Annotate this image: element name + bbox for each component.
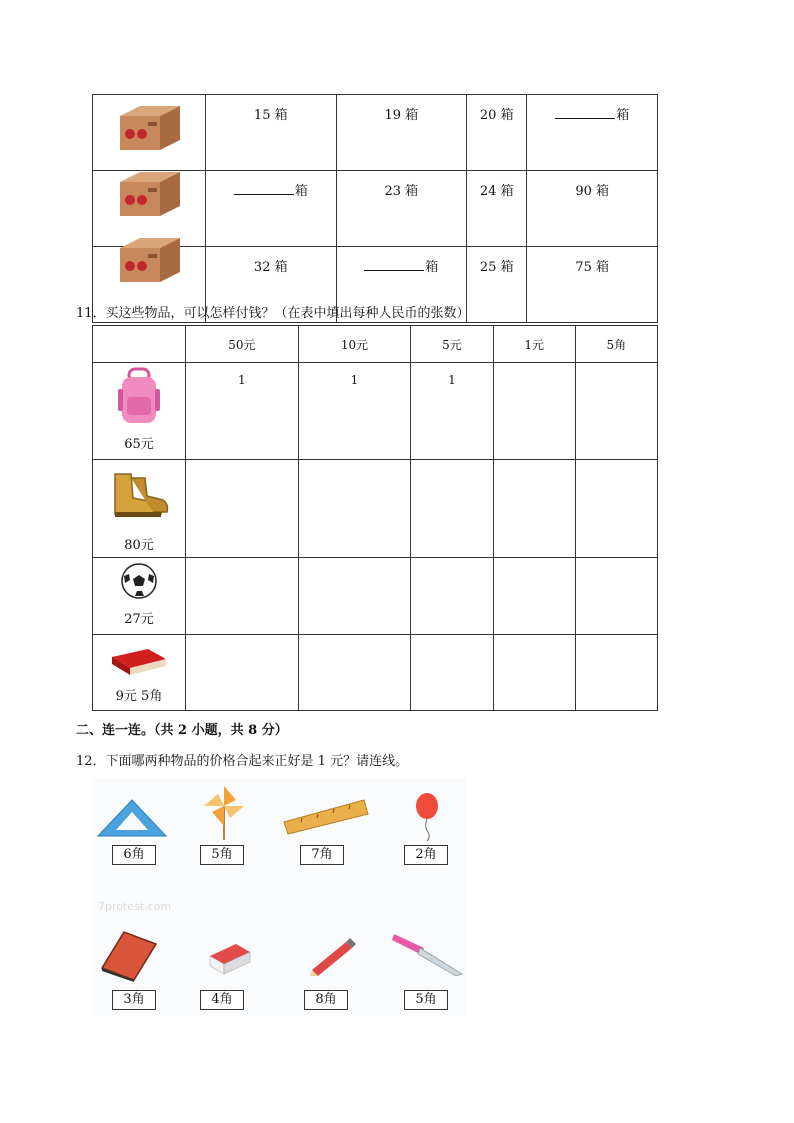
table-row — [93, 460, 658, 558]
table-cell — [527, 171, 658, 247]
table-row — [93, 558, 658, 635]
table-cell — [467, 95, 527, 171]
apple-box-icon — [116, 234, 184, 284]
cell-text: 19 箱 — [384, 108, 419, 123]
eraser-icon[interactable] — [206, 938, 254, 978]
pinwheel-icon[interactable] — [202, 784, 246, 842]
answer-cell[interactable] — [298, 558, 411, 635]
balloon-icon[interactable] — [412, 792, 442, 842]
item-cell — [93, 363, 186, 460]
answer-cell[interactable] — [493, 363, 575, 460]
cell-text: 15 箱 — [253, 108, 288, 123]
cell-text: 20 箱 — [479, 108, 514, 123]
table-cell[interactable] — [206, 171, 337, 247]
knife-icon[interactable] — [390, 928, 464, 978]
answer-cell[interactable]: 1 — [298, 363, 411, 460]
header-row — [93, 326, 658, 363]
apple-box-icon — [116, 102, 184, 152]
cell-text: 32 箱 — [253, 260, 288, 275]
answer-cell[interactable] — [575, 363, 657, 460]
price-label[interactable]: 5角 — [200, 845, 244, 865]
answer-cell[interactable] — [411, 460, 493, 558]
header-cell: 50元 — [186, 326, 299, 363]
answer-cell[interactable] — [186, 460, 299, 558]
item-price: 80元 — [124, 538, 154, 553]
soccer-ball-icon — [120, 562, 158, 600]
cell-text: 25 箱 — [479, 260, 514, 275]
answer-cell[interactable] — [411, 635, 493, 711]
price-label[interactable]: 5角 — [404, 990, 448, 1010]
answer-cell[interactable] — [298, 635, 411, 711]
answer-cell[interactable] — [493, 635, 575, 711]
answer-cell[interactable]: 1 — [186, 363, 299, 460]
table-cell — [206, 95, 337, 171]
price-label[interactable]: 2角 — [404, 845, 448, 865]
price-label[interactable]: 8角 — [304, 990, 348, 1010]
table-cell — [467, 171, 527, 247]
item-price: 65元 — [124, 437, 154, 452]
table-row — [93, 635, 658, 711]
table-cell[interactable] — [527, 95, 658, 171]
table-cell — [336, 95, 467, 171]
price-label[interactable]: 6角 — [112, 845, 156, 865]
table-cell — [336, 171, 467, 247]
table-row — [93, 363, 658, 460]
question-11: 11．买这些物品，可以怎样付钱？（在表中填出每种人民币的张数） — [76, 306, 470, 321]
answer-cell[interactable] — [575, 558, 657, 635]
item-cell — [93, 558, 186, 635]
question-12: 12．下面哪两种物品的价格合起来正好是 1 元？请连线。 — [76, 754, 409, 769]
answer-cell[interactable] — [575, 460, 657, 558]
item-cell — [93, 460, 186, 558]
price-label[interactable]: 3角 — [112, 990, 156, 1010]
answer-blank[interactable] — [364, 258, 424, 271]
boots-icon — [109, 468, 169, 520]
table-cell — [467, 247, 527, 323]
cell-text: 箱 — [425, 260, 439, 275]
answer-cell[interactable] — [186, 635, 299, 711]
watermark: 7protest.com — [98, 900, 172, 913]
cell-text: 90 箱 — [575, 184, 610, 199]
answer-blank[interactable] — [555, 106, 615, 119]
pencil-icon[interactable] — [306, 936, 356, 976]
answer-blank[interactable] — [234, 182, 294, 195]
section-2-title: 二、连一连。（共 2 小题，共 8 分） — [76, 723, 288, 738]
triangle-ruler-icon[interactable] — [96, 796, 168, 840]
answer-cell[interactable] — [493, 460, 575, 558]
answer-cell[interactable] — [186, 558, 299, 635]
cell-text: 75 箱 — [575, 260, 610, 275]
answer-cell[interactable] — [298, 460, 411, 558]
price-label[interactable]: 4角 — [200, 990, 244, 1010]
header-cell: 5角 — [575, 326, 657, 363]
item-cell — [93, 635, 186, 711]
answer-cell[interactable]: 1 — [411, 363, 493, 460]
answer-cell[interactable] — [575, 635, 657, 711]
payment-table — [92, 325, 658, 711]
backpack-icon — [114, 367, 164, 427]
book-icon — [108, 643, 170, 677]
header-corner — [93, 326, 186, 363]
notebook-icon[interactable] — [98, 928, 158, 982]
price-label[interactable]: 7角 — [300, 845, 344, 865]
item-price: 9元 5角 — [115, 689, 163, 704]
apple-box-icon — [116, 168, 184, 218]
header-cell: 10元 — [298, 326, 411, 363]
cell-text: 箱 — [616, 108, 630, 123]
cell-text: 23 箱 — [384, 184, 419, 199]
header-cell: 1元 — [493, 326, 575, 363]
header-cell: 5元 — [411, 326, 493, 363]
cell-text: 箱 — [294, 184, 308, 199]
answer-cell[interactable] — [493, 558, 575, 635]
answer-cell[interactable] — [411, 558, 493, 635]
item-price: 27元 — [124, 612, 154, 627]
matching-panel — [92, 778, 466, 1016]
cell-text: 24 箱 — [479, 184, 514, 199]
ruler-icon[interactable] — [282, 796, 370, 836]
table-cell — [527, 247, 658, 323]
